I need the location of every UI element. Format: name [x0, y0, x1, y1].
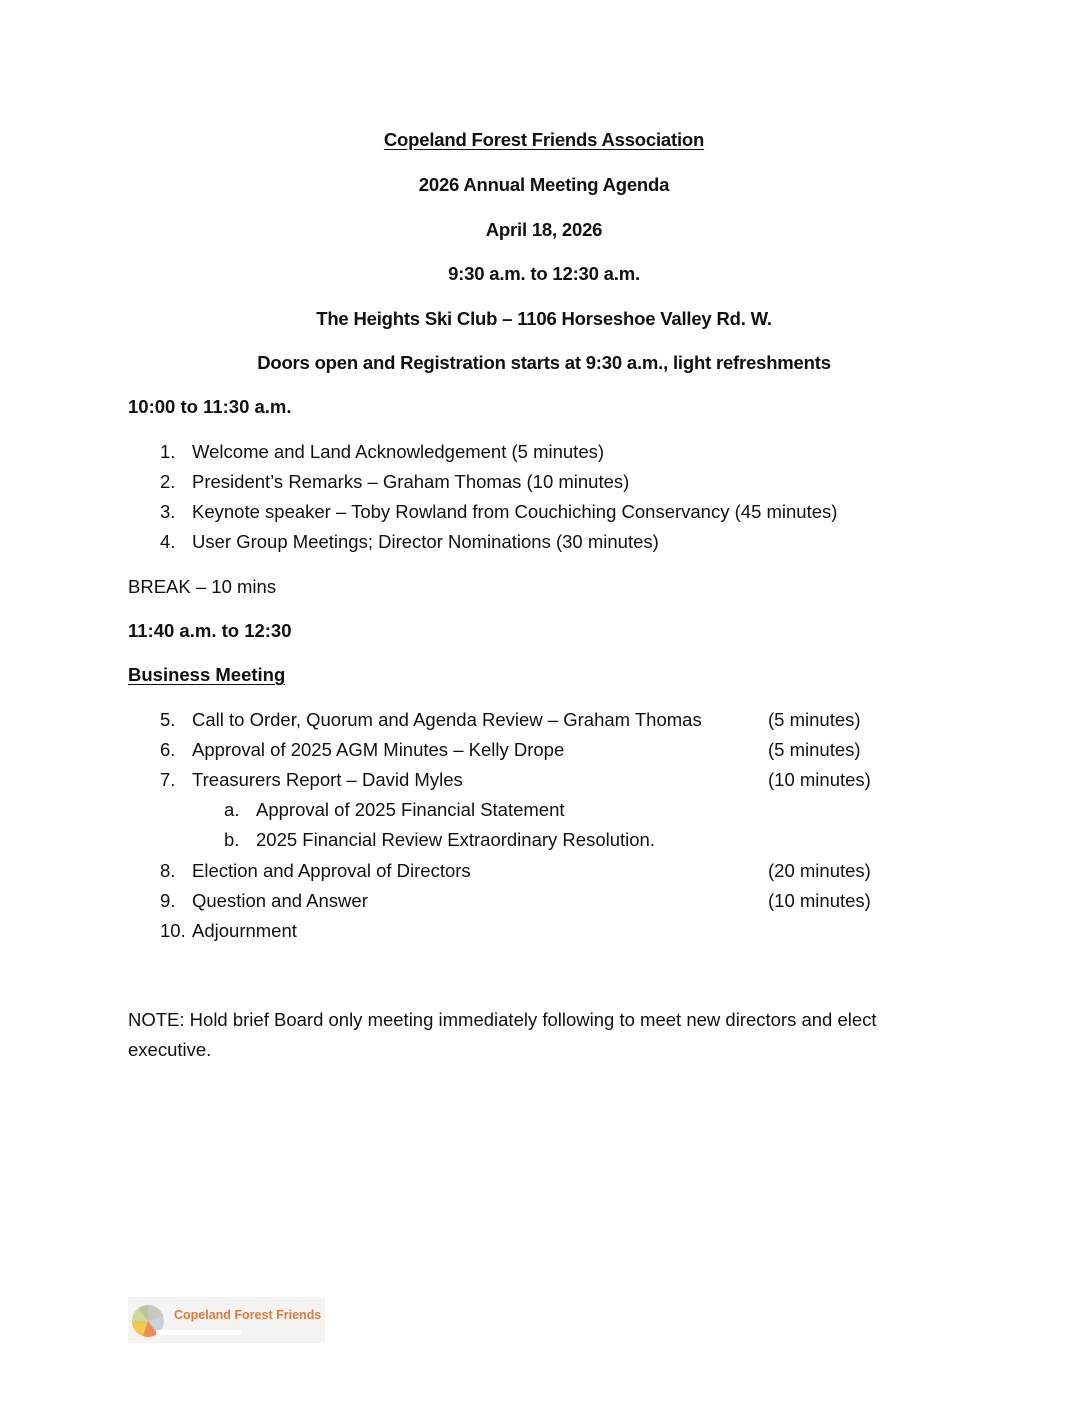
item-number: 10. [160, 920, 186, 941]
item-text: Question and Answer [192, 890, 368, 911]
item-text: Approval of 2025 Financial Statement [256, 799, 565, 820]
meeting-location: The Heights Ski Club – 1106 Horseshoe Valley Rd. W. [316, 308, 772, 329]
logo-text: Copeland Forest Friends [174, 1308, 322, 1322]
meeting-date: April 18, 2026 [485, 219, 603, 240]
item-text: Election and Approval of Directors [192, 860, 471, 881]
agenda-title: 2026 Annual Meeting Agenda [418, 174, 670, 195]
item-text: Welcome and Land Acknowledgement (5 minutes) [192, 441, 605, 462]
business-meeting-heading: Business Meeting [128, 664, 286, 685]
footer-logo [128, 1297, 325, 1343]
item-number: 4. [160, 531, 176, 552]
item-text: Call to Order, Quorum and Agenda Review – Graham Thomas [192, 709, 702, 730]
item-duration: (10 minutes) [768, 769, 871, 790]
item-text: 2025 Financial Review Extraordinary Resolution. [256, 829, 655, 850]
logo-tagline-bar [156, 1330, 242, 1335]
session2-time: 11:40 a.m. to 12:30 [128, 620, 292, 641]
break-text: BREAK – 10 mins [128, 576, 277, 597]
item-number: a. [224, 799, 240, 820]
item-number: 1. [160, 441, 176, 462]
meeting-time: 9:30 a.m. to 12:30 a.m. [448, 263, 640, 284]
item-duration: (5 minutes) [768, 739, 861, 760]
item-duration: (5 minutes) [768, 709, 861, 730]
item-number: 2. [160, 471, 176, 492]
item-text: Treasurers Report – David Myles [192, 769, 463, 790]
item-text: User Group Meetings; Director Nominations (30 minutes) [192, 531, 659, 552]
item-text: Keynote speaker – Toby Rowland from Couchiching Conservancy (45 minutes) [192, 501, 838, 522]
note-text: NOTE: Hold brief Board only meeting immediately following to meet new directors and elect executive. [128, 1009, 877, 1060]
registration-info: Doors open and Registration starts at 9:30 a.m., light refreshments [257, 352, 831, 373]
item-number: 7. [160, 769, 176, 790]
item-number: b. [224, 829, 240, 850]
item-text: Approval of 2025 AGM Minutes – Kelly Drope [192, 739, 565, 760]
organization-title: Copeland Forest Friends Association [383, 129, 705, 150]
item-text: Adjournment [192, 920, 297, 941]
item-duration: (10 minutes) [768, 890, 871, 911]
item-number: 8. [160, 860, 176, 881]
item-number: 3. [160, 501, 176, 522]
session1-time: 10:00 to 11:30 a.m. [128, 396, 292, 417]
item-number: 6. [160, 739, 176, 760]
item-duration: (20 minutes) [768, 860, 871, 881]
item-number: 5. [160, 709, 176, 730]
item-text: President’s Remarks – Graham Thomas (10 minutes) [192, 471, 630, 492]
item-number: 9. [160, 890, 176, 911]
